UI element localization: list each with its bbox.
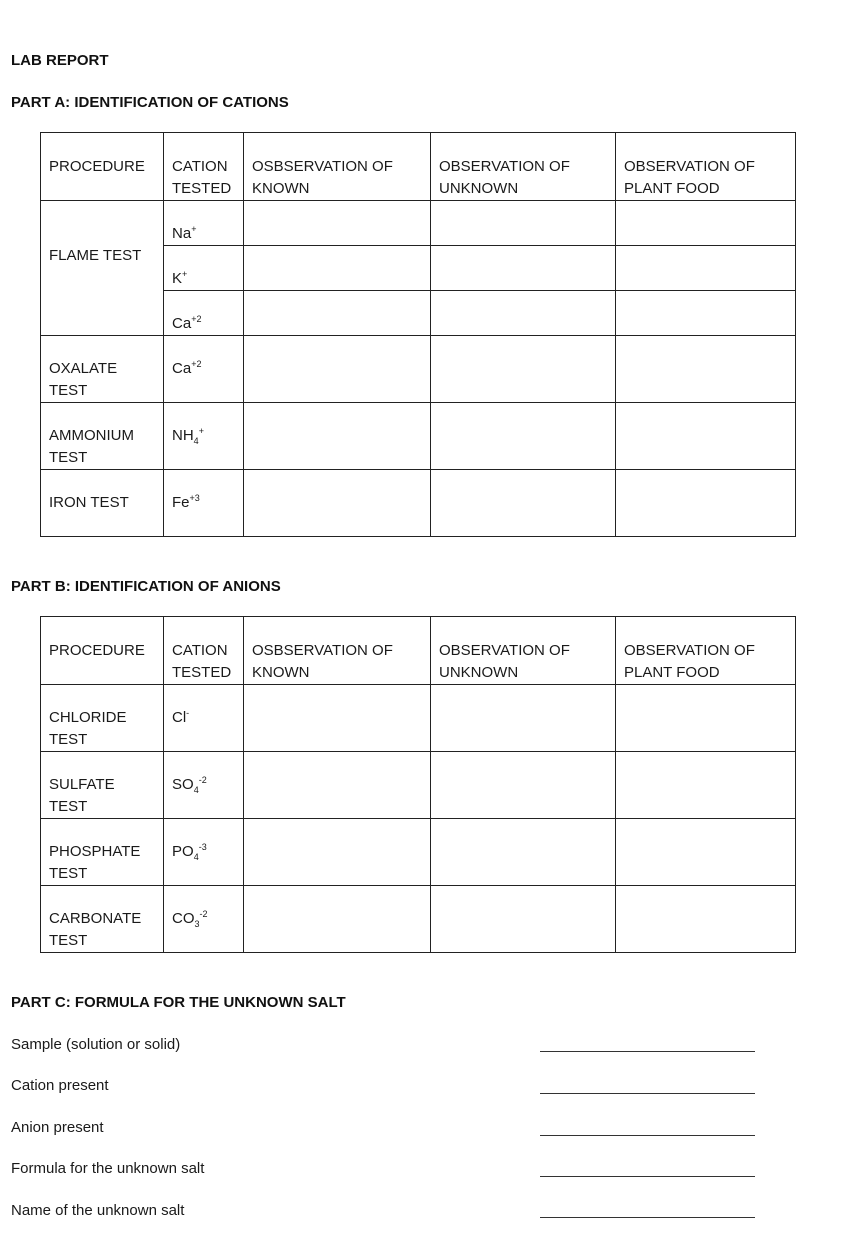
anions-table [40,616,796,953]
header-procedure: PROCEDURE [41,617,164,685]
sample-answer-line[interactable] [540,1051,755,1052]
plant-food-observation-cell[interactable] [616,819,796,886]
header-cation-tested: CATION TESTED [164,617,244,685]
table-row [41,886,796,953]
ion-cell: $Ca^{+2}$ [164,291,244,336]
cations-table [40,132,796,537]
plant-food-observation-cell[interactable] [616,886,796,953]
unknown-observation-cell[interactable] [431,246,616,291]
plant-food-observation-cell[interactable] [616,403,796,470]
unknown-observation-cell[interactable] [431,685,616,752]
known-observation-cell[interactable] [244,819,431,886]
cation-present-answer-line[interactable] [540,1093,755,1094]
known-observation-cell[interactable] [244,403,431,470]
ion-cell: $NH_4^+$ [164,403,244,470]
procedure-cell: IRON TEST [41,470,164,537]
unknown-observation-cell[interactable] [431,403,616,470]
known-observation-cell[interactable] [244,886,431,953]
header-cation-tested: CATION TESTED [164,133,244,201]
table-row [41,752,796,819]
header-observation-unknown: OBSERVATION OF UNKNOWN [431,133,616,201]
sample-label: Sample (solution or solid) [11,1036,181,1053]
unknown-observation-cell[interactable] [431,886,616,953]
table-row [41,685,796,752]
ion-cell: Na+ [164,201,244,246]
procedure-cell: SULFATE TEST [41,752,164,819]
salt-name-label: Name of the unknown salt [11,1202,185,1219]
report-title: LAB REPORT [11,52,109,69]
procedure-cell: OXALATE TEST [41,336,164,403]
procedure-cell: CARBONATE TEST [41,886,164,953]
formula-label: Formula for the unknown salt [11,1160,205,1177]
salt-name-answer-line[interactable] [540,1217,755,1218]
plant-food-observation-cell[interactable] [616,201,796,246]
table-header-row [41,617,796,685]
plant-food-observation-cell[interactable] [616,752,796,819]
part-c-heading: PART C: FORMULA FOR THE UNKNOWN SALT [11,994,346,1011]
known-observation-cell[interactable] [244,201,431,246]
flame-test-cell: FLAME TEST [41,201,164,336]
ion-cell: Cl- [164,685,244,752]
table-row [41,403,796,470]
unknown-observation-cell[interactable] [431,336,616,403]
formula-answer-line[interactable] [540,1176,755,1177]
ion-cell: $Fe^{+3}$ [164,470,244,537]
known-observation-cell[interactable] [244,336,431,403]
table-row [41,336,796,403]
table-header-row [41,133,796,201]
header-procedure: PROCEDURE [41,133,164,201]
part-b-heading: PART B: IDENTIFICATION OF ANIONS [11,578,281,595]
procedure-cell: PHOSPHATE TEST [41,819,164,886]
cation-present-label: Cation present [11,1077,109,1094]
known-observation-cell[interactable] [244,685,431,752]
table-row [41,470,796,537]
table-row [41,201,796,246]
plant-food-observation-cell[interactable] [616,685,796,752]
known-observation-cell[interactable] [244,470,431,537]
header-observation-known: OSBSERVATION OF KNOWN [244,133,431,201]
unknown-observation-cell[interactable] [431,291,616,336]
ion-cell: $Ca^{+2}$ [164,336,244,403]
unknown-observation-cell[interactable] [431,470,616,537]
procedure-cell: CHLORIDE TEST [41,685,164,752]
unknown-observation-cell[interactable] [431,819,616,886]
known-observation-cell[interactable] [244,291,431,336]
plant-food-observation-cell[interactable] [616,291,796,336]
known-observation-cell[interactable] [244,752,431,819]
procedure-cell: AMMONIUM TEST [41,403,164,470]
unknown-observation-cell[interactable] [431,201,616,246]
plant-food-observation-cell[interactable] [616,246,796,291]
ion-cell: K+ [164,246,244,291]
header-observation-plant-food: OBSERVATION OF PLANT FOOD [616,617,796,685]
ion-cell: $CO_3^{-2}$ [164,886,244,953]
unknown-observation-cell[interactable] [431,752,616,819]
anion-present-label: Anion present [11,1119,104,1136]
header-observation-plant-food: OBSERVATION OF PLANT FOOD [616,133,796,201]
ion-cell: $SO_4^{-2}$ [164,752,244,819]
header-observation-known: OSBSERVATION OF KNOWN [244,617,431,685]
anion-present-answer-line[interactable] [540,1135,755,1136]
ion-cell: $PO_4^{-3}$ [164,819,244,886]
known-observation-cell[interactable] [244,246,431,291]
table-row [41,819,796,886]
plant-food-observation-cell[interactable] [616,470,796,537]
header-observation-unknown: OBSERVATION OF UNKNOWN [431,617,616,685]
part-a-heading: PART A: IDENTIFICATION OF CATIONS [11,94,289,111]
plant-food-observation-cell[interactable] [616,336,796,403]
